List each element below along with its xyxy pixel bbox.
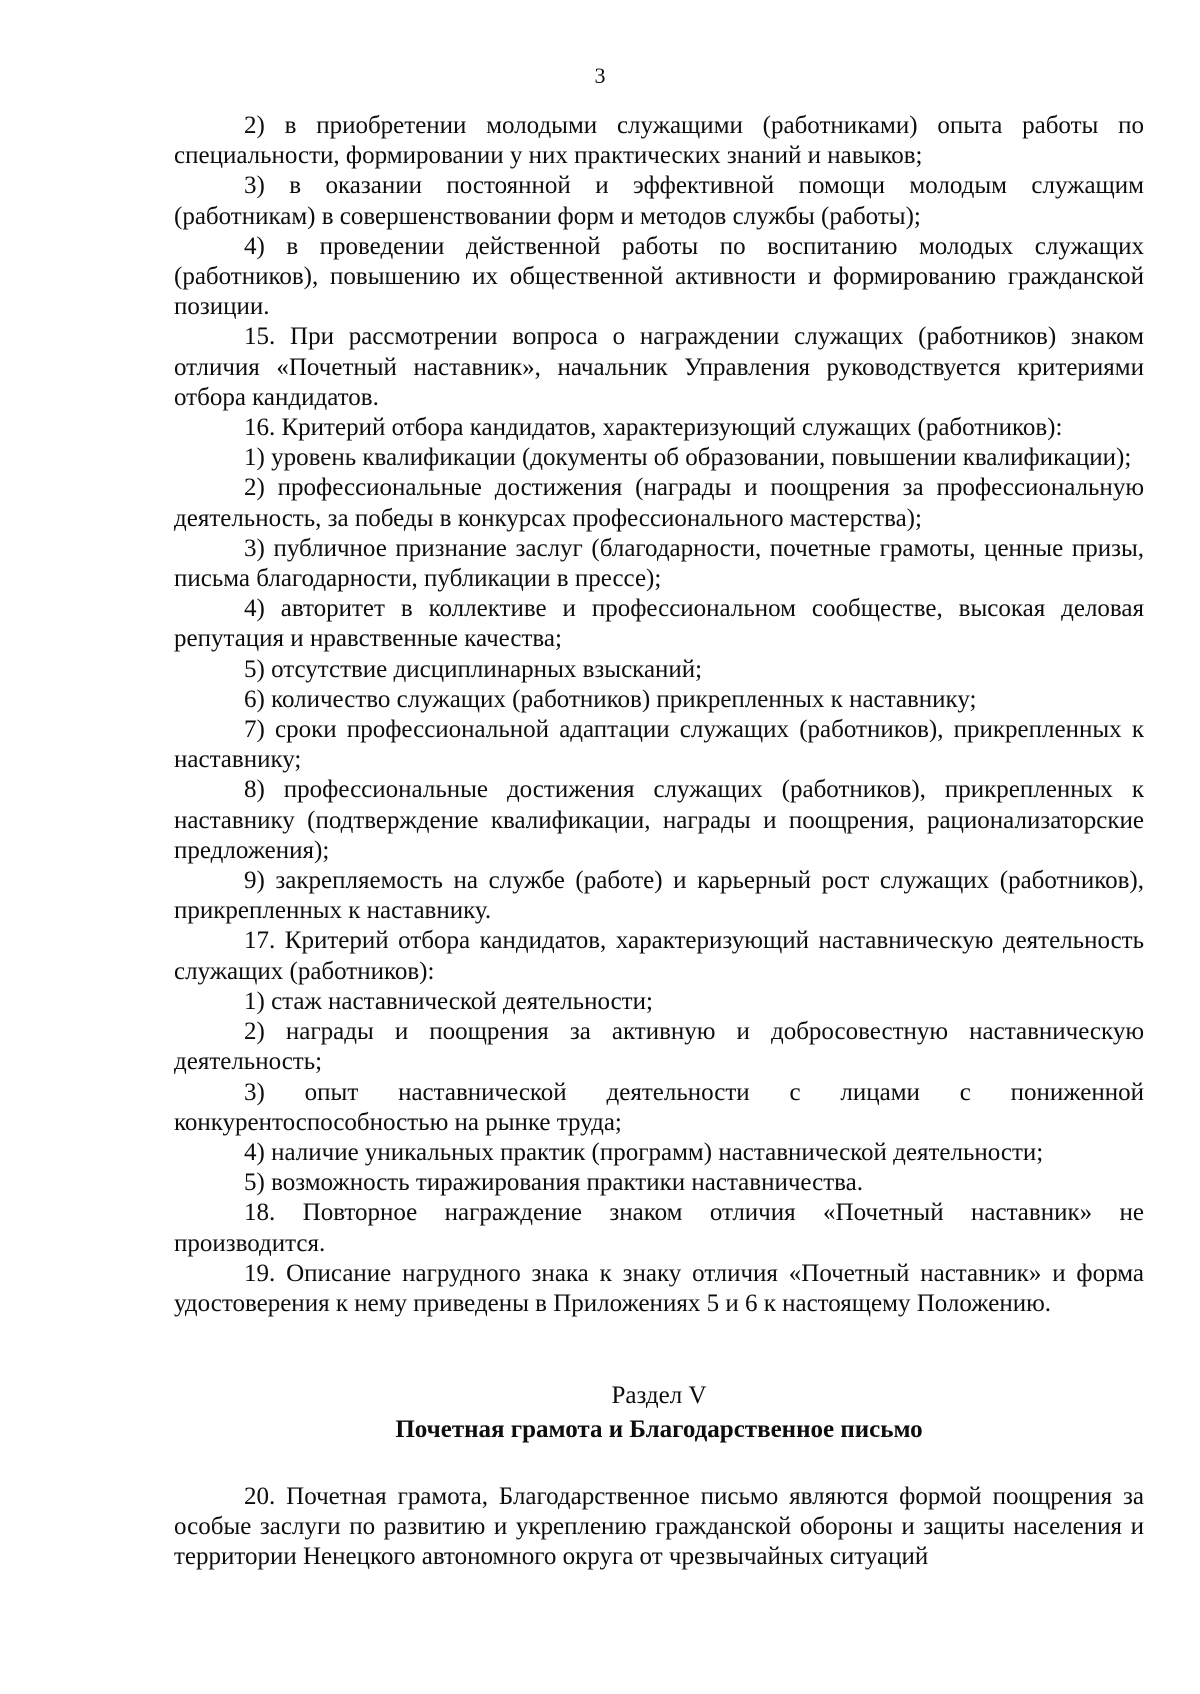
paragraph-item-2: 2) в приобретении молодыми служащими (работниками) опыта работы по специальности, формировании у них практических знаний и навыков; [174,112,1144,170]
paragraph-criterion-7: 7) сроки профессиональной адаптации служащих (работников), прикрепленных к наставнику; [174,716,1144,774]
paragraph-criterion-8: 8) профессиональные достижения служащих (работников), прикрепленных к наставнику (подтверждение квалификации, награды и поощрения, рационализаторские предложения); [174,776,1144,864]
paragraph-mentor-criterion-3: 3) опыт наставнической деятельности с лицами с пониженной конкурентоспособностью на рынке труда; [174,1078,1144,1136]
section-title: Почетная грамота и Благодарственное письмо [395,1416,923,1443]
paragraph-mentor-criterion-5: 5) возможность тиражирования практики наставничества. [244,1169,863,1197]
paragraph-clause-19: 19. Описание нагрудного знака к знаку отличия «Почетный наставник» и форма удостоверения к нему приведены в Приложениях 5 и 6 к настоящему Положению. [174,1259,1144,1317]
paragraph-criterion-9: 9) закрепляемость на службе (работе) и карьерный рост служащих (работников), прикрепленных к наставнику. [174,867,1144,925]
paragraph-criterion-3: 3) публичное признание заслуг (благодарности, почетные грамоты, ценные призы, письма благодарности, публикации в прессе); [174,534,1144,593]
paragraph-clause-20: 20. Почетная грамота, Благодарственное письмо являются формой поощрения за особые заслуги по развитию и укреплению гражданской обороны и защиты населения и территории Ненецкого автономного округа от чрезвычайных ситуаций [174,1483,1144,1571]
paragraph-item-4: 4) в проведении действенной работы по воспитанию молодых служащих (работников), повышению их общественной активности и формированию гражданской позиции. [174,232,1144,321]
paragraph-criterion-5: 5) отсутствие дисциплинарных взысканий; [244,655,703,683]
paragraph-criterion-2: 2) профессиональные достижения (награды и поощрения за профессиональную деятельность, за победы в конкурсах профессионального мастерства); [174,474,1144,532]
section-label: Раздел V [611,1382,707,1409]
paragraph-mentor-criterion-2: 2) награды и поощрения за активную и добросовестную наставническую деятельность; [174,1018,1144,1076]
paragraph-item-3: 3) в оказании постоянной и эффективной помощи молодым служащим (работникам) в совершенствовании форм и методов службы (работы); [174,172,1144,230]
paragraph-clause-18: 18. Повторное награждение знаком отличия «Почетный наставник» не производится. [174,1199,1144,1257]
paragraph-clause-16: 16. Критерий отбора кандидатов, характеризующий служащих (работников): [244,414,1063,442]
section-body [174,1482,1144,1573]
paragraph-criterion-4: 4) авторитет в коллективе и профессиональном сообществе, высокая деловая репутация и нравственные качества; [174,595,1144,653]
paragraph-clause-15: 15. При рассмотрении вопроса о награждении служащих (работников) знаком отличия «Почетный наставник», начальник Управления руководствуется критериями отбора кандидатов. [174,323,1144,411]
paragraph-mentor-criterion-1: 1) стаж наставнической деятельности; [244,987,653,1015]
paragraph-mentor-criterion-4: 4) наличие уникальных практик (программ) наставнической деятельности; [244,1138,1044,1166]
page-number: 3 [594,63,606,88]
paragraph-clause-17: 17. Критерий отбора кандидатов, характеризующий наставническую деятельность служащих (работников): [174,927,1144,985]
paragraph-criterion-1: 1) уровень квалификации (документы об образовании, повышении квалификации); [244,444,1132,472]
paragraph-criterion-6: 6) количество служащих (работников) прикрепленных к наставнику; [244,685,977,713]
document-body [174,111,1144,1319]
